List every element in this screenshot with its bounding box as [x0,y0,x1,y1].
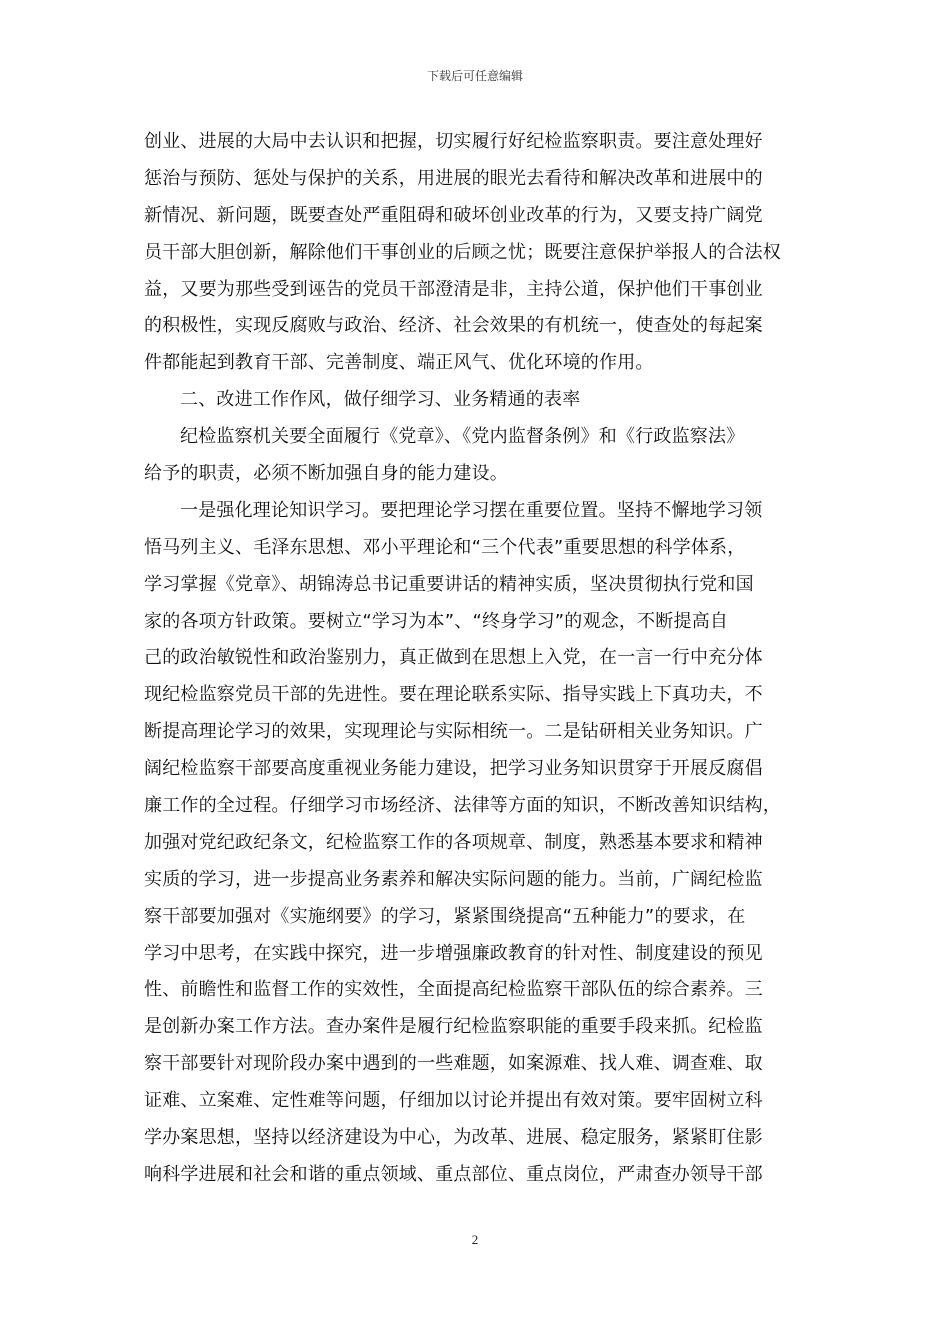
text-line: 证难、立案难、定性难等问题，仔细加以讨论并提出有效对策。要牢固树立科 [144,1090,763,1112]
text-line: 己的政治敏锐性和政治鉴别力，真正做到在思想上入党，在一言一行中充分体 [144,647,763,669]
text-line: 学办案思想，坚持以经济建设为中心，为改革、进展、稳定服务，紧紧盯住影 [144,1127,763,1149]
text-line: 一是强化理论知识学习。要把理论学习摆在重要位置。坚持不懈地学习领 [180,499,763,521]
text-line: 响科学进展和社会和谐的重点领域、重点部位、重点岗位，严肃查办领导干部 [144,1163,763,1185]
text-line: 断提高理论学习的效果，实现理论与实际相统一。二是钻研相关业务知识。广 [144,721,763,743]
text-line: 察干部要针对现阶段办案中遇到的一些难题，如案源难、找人难、调查难、取 [144,1053,763,1075]
text-line: 惩治与预防、惩处与保护的关系，用进展的眼光去看待和解决改革和进展中的 [144,167,763,189]
text-line: 益，又要为那些受到诬告的党员干部澄清是非，主持公道，保护他们干事创业 [144,278,763,300]
text-line: 学习中思考，在实践中探究，进一步增强廉政教育的针对性、制度建设的预见 [144,942,763,964]
text-line: 员干部大胆创新，解除他们干事创业的后顾之忧；既要注意保护举报人的合法权 [144,241,781,263]
page-number: 2 [471,1232,479,1247]
text-line: 廉工作的全过程。仔细学习市场经济、法律等方面的知识，不断改善知识结构， [144,795,781,817]
text-line: 纪检监察机关要全面履行《党章》、《党内监督条例》和《行政监察法》 [180,426,745,448]
text-line: 新情况、新问题，既要查处严重阻碍和破坏创业改革的行为，又要支持广阔党 [144,204,763,226]
text-line: 察干部要加强对《实施纲要》的学习，紧紧围绕提高“五种能力”的要求，在 [144,905,746,927]
text-line: 学习掌握《党章》、胡锦涛总书记重要讲话的精神实质，坚决贯彻执行党和国 [144,573,754,595]
text-line: 加强对党纪政纪条文，纪检监察工作的各项规章、制度，熟悉基本要求和精神 [144,831,763,853]
text-line: 悟马列主义、毛泽东思想、邓小平理论和“三个代表”重要思想的科学体系， [144,536,746,558]
text-line: 创业、进展的大局中去认识和把握，切实履行好纪检监察职责。要注意处理好 [144,131,763,152]
page-header: 下载后可任意编辑 [426,69,523,83]
text-line: 是创新办案工作方法。查办案件是履行纪检监察职能的重要手段来抓。纪检监 [144,1016,763,1038]
document-body [144,124,808,1194]
text-line: 件都能起到教育干部、完善制度、端正风气、优化环境的作用。 [144,352,654,374]
text-line: 性、前瞻性和监督工作的实效性，全面提高纪检监察干部队伍的综合素养。三 [144,979,763,1001]
text-line: 的积极性，实现反腐败与政治、经济、社会效果的有机统一，使查处的每起案 [144,315,763,337]
text-line: 二、改进工作作风，做仔细学习、业务精通的表率 [180,389,581,411]
text-line: 阔纪检监察干部要高度重视业务能力建设，把学习业务知识贯穿于开展反腐倡 [144,758,763,780]
text-line: 家的各项方针政策。要树立“学习为本”、“终身学习”的观念，不断提高自 [144,610,729,632]
text-line: 现纪检监察党员干部的先进性。要在理论联系实际、指导实践上下真功夫，不 [144,684,763,706]
text-line: 给予的职责，必须不断加强自身的能力建设。 [144,463,508,485]
text-line: 实质的学习，进一步提高业务素养和解决实际问题的能力。当前，广阔纪检监 [144,868,763,890]
